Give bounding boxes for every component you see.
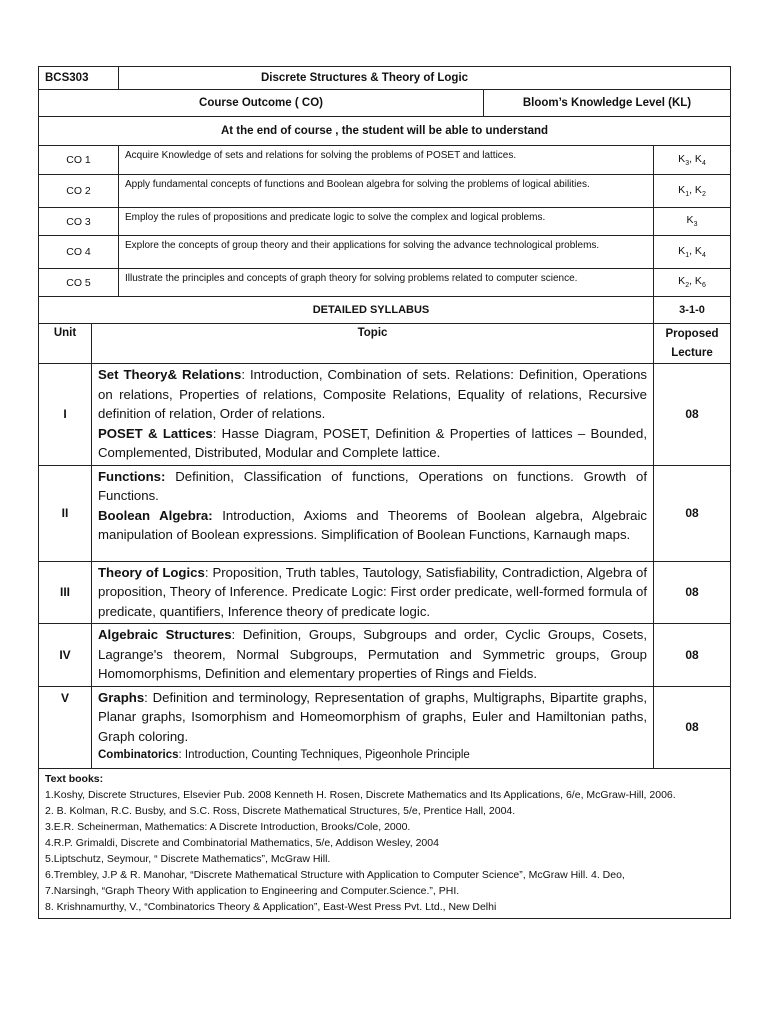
- lecture-heading-line: Proposed: [665, 327, 719, 340]
- ltp-value: 3-1-0: [654, 297, 731, 324]
- unit-number: V: [39, 686, 92, 768]
- topic-text: : Definition and terminology, Representation of graphs, Multigraphs, Bipartite graphs, Planar graphs, Isomorphism and Homeomorphism of graphs, Euler and Hamiltonian paths, Graph coloring.: [98, 689, 647, 744]
- unit-column-heading: Unit: [39, 324, 92, 364]
- textbook-item: 4.R.P. Grimaldi, Discrete and Combinatorial Mathematics, 5/e, Addison Wesley, 2004: [45, 836, 439, 849]
- topic-heading: Theory of Logics: [98, 564, 205, 580]
- textbook-item: 6.Trembley, J.P & R. Manohar, “Discrete Mathematical Structure with Application to Computer Science”, McGraw Hill. 4. Deo,: [45, 868, 625, 881]
- lecture-count: 08: [654, 561, 731, 624]
- unit-number: I: [39, 364, 92, 466]
- intro-row: [39, 117, 731, 146]
- intro-text: At the end of course , the student will be able to understand: [39, 117, 731, 146]
- unit-topic: [92, 364, 654, 466]
- topic-text: : Introduction, Combination of sets. Relations: Definition, Operations on relations, Properties of relations, Composite Relations, Equality of relations, Recursive definition of relation, Order of relations.: [98, 367, 647, 421]
- co-description: Acquire Knowledge of sets and relations for solving the problems of POSET and lattices.: [119, 146, 654, 175]
- textbooks-list: [39, 768, 731, 918]
- co-header-row: [39, 90, 731, 117]
- unit-topic: [92, 465, 654, 561]
- kl-sub: 1: [685, 252, 690, 260]
- topic-text: : Definition, Groups, Subgroups and order, Cyclic Groups, Cosets, Lagrange's theorem, Normal Subgroups, Permutation and Symmetric groups, Group Homomorphisms, Definition and elementary properties of Rings and Fields.: [98, 627, 647, 681]
- lecture-heading-line: Lecture: [671, 346, 713, 359]
- kl-sub: 4: [701, 252, 706, 260]
- textbooks-title: Text books:: [45, 772, 104, 785]
- kl-sub: 1: [685, 191, 690, 199]
- unit-topic: [92, 686, 654, 768]
- textbook-item: 8. Krishnamurthy, V., “Combinatorics Theory & Application”, East-West Press Pvt. Ltd., New Delhi: [45, 900, 497, 913]
- lecture-count: 08: [654, 624, 731, 687]
- knowledge-level: $K_2$, $K_6$: [654, 269, 731, 297]
- topic-heading: Boolean Algebra:: [98, 507, 213, 523]
- kl-sub: 3: [685, 160, 690, 168]
- co-row: [39, 236, 731, 269]
- lecture-column-heading: [654, 324, 731, 364]
- unit-topic: [92, 624, 654, 687]
- topic-text: : Hasse Diagram, POSET, Definition & Properties of lattices – Bounded, Complemented, Distributed, Modular and Complete lattice.: [98, 425, 647, 460]
- kl-sub: 3: [693, 221, 698, 229]
- detailed-syllabus-heading: DETAILED SYLLABUS: [39, 297, 654, 324]
- co-description: Illustrate the principles and concepts of graph theory for solving problems related to computer science.: [119, 269, 654, 297]
- kl-sub: 2: [701, 191, 706, 199]
- textbook-item: 7.Narsingh, “Graph Theory With application to Engineering and Computer.Science.”, PHI.: [45, 884, 460, 897]
- topic-text: Definition, Classification of functions, Operations on functions. Growth of Functions.: [98, 468, 647, 503]
- unit-topic: [92, 561, 654, 624]
- co-label: CO 2: [39, 175, 119, 208]
- lecture-count: 08: [654, 364, 731, 466]
- topic-heading: Combinatorics: [98, 749, 179, 761]
- unit-row: [39, 686, 731, 768]
- co-description: Employ the rules of propositions and predicate logic to solve the complex and logical problems.: [119, 208, 654, 236]
- co-description: Explore the concepts of group theory and their applications for solving the advance technological problems.: [119, 236, 654, 269]
- kl-sub: 6: [701, 282, 706, 290]
- co-description: Apply fundamental concepts of functions and Boolean algebra for solving the problems of logical abilities.: [119, 175, 654, 208]
- topic-text: Introduction, Axioms and Theorems of Boolean algebra, Algebraic manipulation of Boolean expressions. Simplification of Boolean Functions, Karnaugh maps.: [98, 507, 648, 542]
- syllabus-table: [38, 66, 731, 919]
- topic-heading: Functions:: [98, 468, 166, 484]
- course-title: Discrete Structures & Theory of Logic: [119, 67, 731, 90]
- syllabus-document: [38, 66, 730, 919]
- course-code: BCS303: [39, 67, 119, 90]
- lecture-count: 08: [654, 686, 731, 768]
- detailed-syllabus-row: [39, 297, 731, 324]
- knowledge-level: $K_1$, $K_4$: [654, 236, 731, 269]
- kl-sub: 4: [701, 160, 706, 168]
- co-row: [39, 175, 731, 208]
- knowledge-level: $K_1$, $K_2$: [654, 175, 731, 208]
- unit-row: [39, 624, 731, 687]
- textbook-item: 1.Koshy, Discrete Structures, Elsevier Pub. 2008 Kenneth H. Rosen, Discrete Mathematics and Its Applications, 6/e, McGraw-Hill, 2006.: [45, 788, 676, 801]
- co-row: [39, 208, 731, 236]
- textbooks-row: [39, 768, 731, 918]
- unit-row: [39, 364, 731, 466]
- textbook-item: 5.Liptschutz, Seymour, “ Discrete Mathematics”, McGraw Hill.: [45, 852, 331, 865]
- unit-number: II: [39, 465, 92, 561]
- topic-heading: Algebraic Structures: [98, 627, 232, 642]
- kl-sub: 2: [685, 282, 690, 290]
- knowledge-level: $K_3$, $K_4$: [654, 146, 731, 175]
- course-outcome-heading: Course Outcome ( CO): [39, 90, 484, 117]
- co-label: CO 3: [39, 208, 119, 236]
- bloom-level-heading: Bloom’s Knowledge Level (KL): [484, 90, 731, 117]
- unit-row: [39, 465, 731, 561]
- textbook-item: 3.E.R. Scheinerman, Mathematics: A Discrete Introduction, Brooks/Cole, 2000.: [45, 820, 411, 833]
- topic-heading: POSET & Lattices: [98, 425, 213, 441]
- textbook-item: 2. B. Kolman, R.C. Busby, and S.C. Ross, Discrete Mathematical Structures, 5/e, Prentice Hall, 2004.: [45, 804, 516, 817]
- knowledge-level: $K_3$: [654, 208, 731, 236]
- unit-number: IV: [39, 624, 92, 687]
- topic-text: : Proposition, Truth tables, Tautology, Satisfiability, Contradiction, Algebra of proposition, Theory of Inference. Predicate Logic: First order predicate, well-formed formula of predicate, quantifiers, Inference theory of predicate logic.: [98, 564, 647, 619]
- co-row: [39, 269, 731, 297]
- topic-column-heading: Topic: [92, 324, 654, 364]
- topic-text: : Introduction, Counting Techniques, Pigeonhole Principle: [178, 749, 470, 761]
- unit-row: [39, 561, 731, 624]
- topic-heading: Set Theory& Relations: [98, 367, 242, 382]
- co-row: [39, 146, 731, 175]
- unit-number: III: [39, 561, 92, 624]
- syllabus-column-header: [39, 324, 731, 364]
- co-label: CO 1: [39, 146, 119, 175]
- co-label: CO 5: [39, 269, 119, 297]
- lecture-count: 08: [654, 465, 731, 561]
- co-label: CO 4: [39, 236, 119, 269]
- course-header-row: [39, 67, 731, 90]
- topic-heading: Graphs: [98, 689, 145, 705]
